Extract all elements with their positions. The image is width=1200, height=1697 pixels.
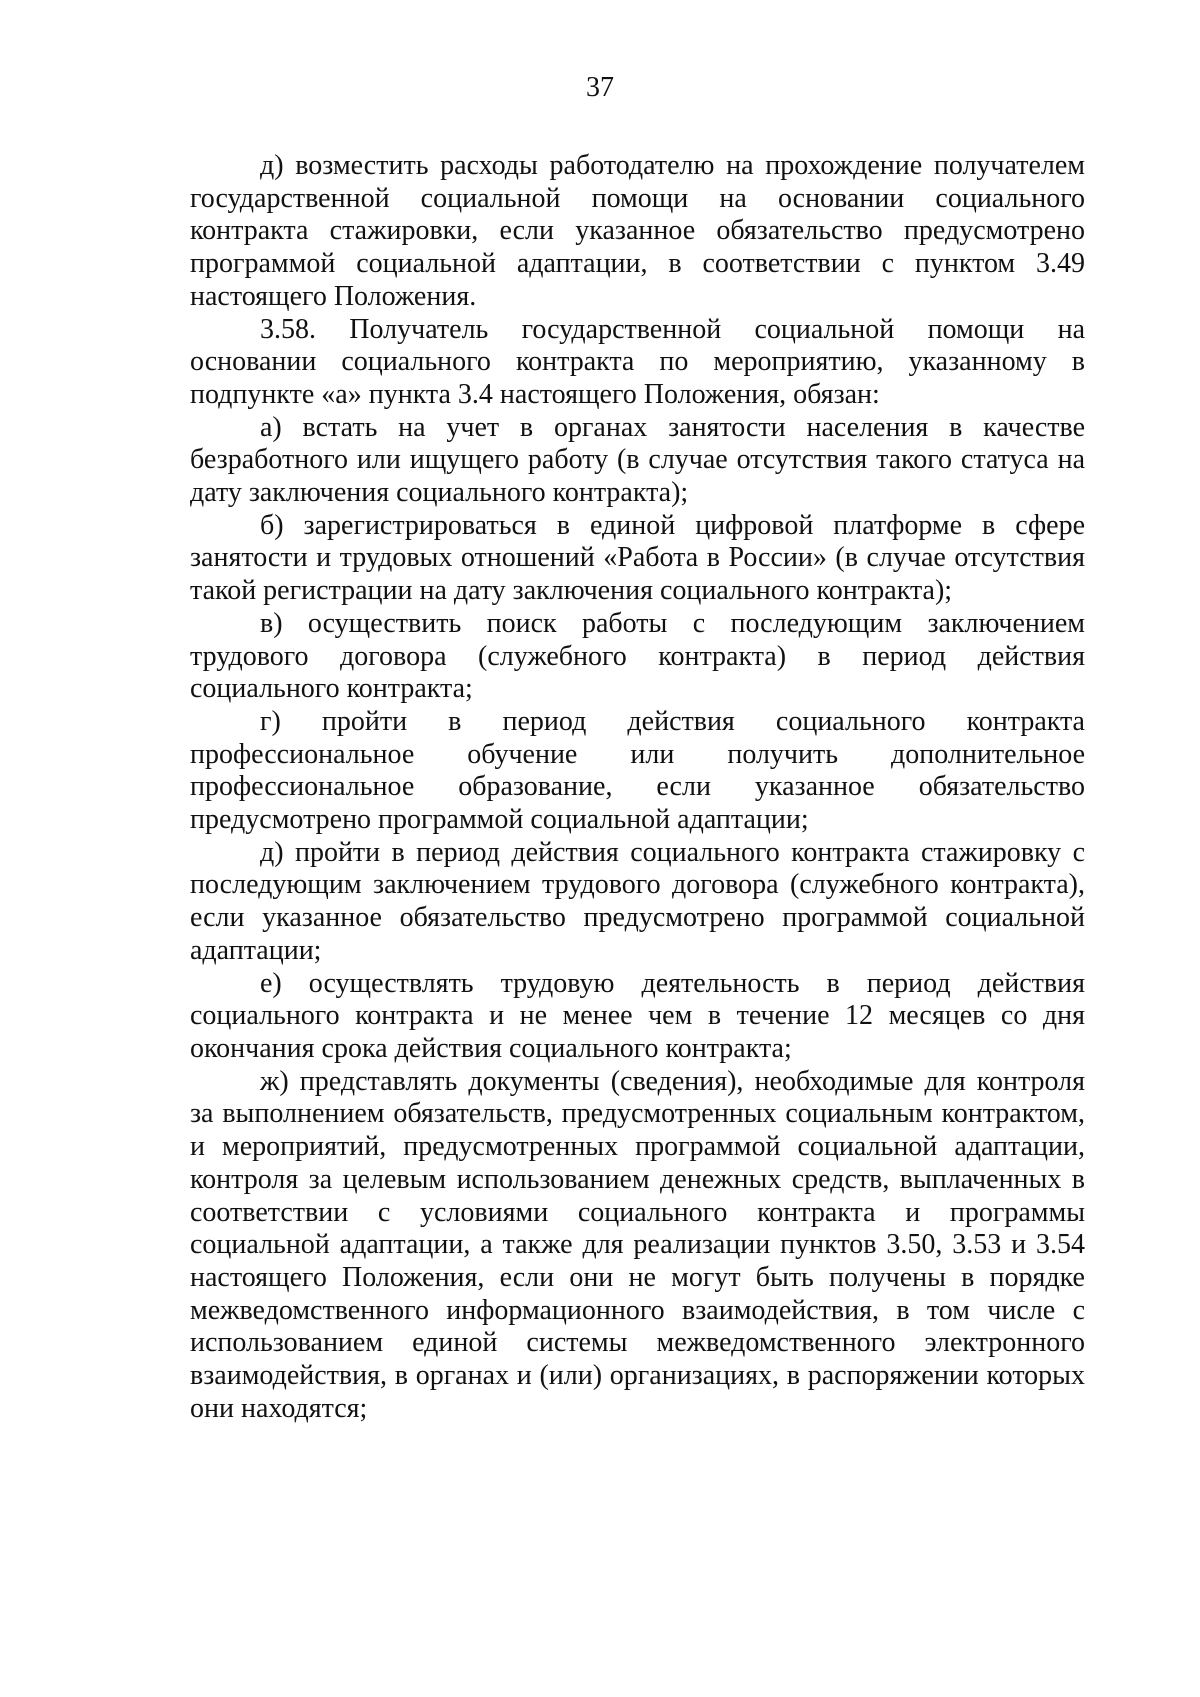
paragraph-zh-documents: ж) представлять документы (сведения), необходимые для контроля за выполнением обязательств, предусмотренных социальным контрактом, и мероприятий, предусмотренных программой социальной адаптации, контроля за целевым использованием денежных средств, выплаченных в соответствии с условиями социального контракта и программы социальной адаптации, а также для реализации пунктов 3.50, 3.53 и 3.54 настоящего Положения, если они не могут быть получены в порядке межведомственного информационного взаимодействия, в том числе с использованием единой системы межведомственного электронного взаимодействия, в органах и (или) организациях, в распоряжении которых они находятся;: [190, 1065, 1085, 1424]
paragraph-d-internship: д) пройти в период действия социального контракта стажировку с последующим заключением трудового договора (служебного контракта), если указанное обязательство предусмотрено программой социальной адаптации;: [190, 836, 1085, 966]
document-body: [190, 150, 1085, 1425]
paragraph-3-58-intro: 3.58. Получатель государственной социальной помощи на основании социального контракта по мероприятию, указанному в подпункте «а» пункта 3.4 настоящего Положения, обязан:: [190, 313, 1085, 410]
paragraph-v-job-search: в) осуществить поиск работы с последующим заключением трудового договора (служебного контракта) в период действия социального контракта;: [190, 607, 1085, 705]
paragraph-b-register-platform: б) зарегистрироваться в единой цифровой платформе в сфере занятости и трудовых отношений «Работа в России» (в случае отсутствия такой регистрации на дату заключения социального контракта);: [190, 509, 1085, 607]
paragraph-e-employment: е) осуществлять трудовую деятельность в период действия социального контракта и не менее чем в течение 12 месяцев со дня окончания срока действия социального контракта;: [190, 967, 1085, 1064]
paragraph-a-register-employment: а) встать на учет в органах занятости населения в качестве безработного или ищущего работу (в случае отсутствия такого статуса на дату заключения социального контракта);: [190, 411, 1085, 509]
page-number: 37: [586, 72, 614, 103]
paragraph-g-training: г) пройти в период действия социального контракта профессиональное обучение или получить дополнительное профессиональное образование, если указанное обязательство предусмотрено программой социальной адаптации;: [190, 705, 1085, 836]
paragraph-d-reimburse-expenses: д) возместить расходы работодателю на прохождение получателем государственной социальной помощи на основании социального контракта стажировки, если указанное обязательство предусмотрено программой социальной адаптации, в соответствии с пунктом 3.49 настоящего Положения.: [190, 150, 1085, 312]
